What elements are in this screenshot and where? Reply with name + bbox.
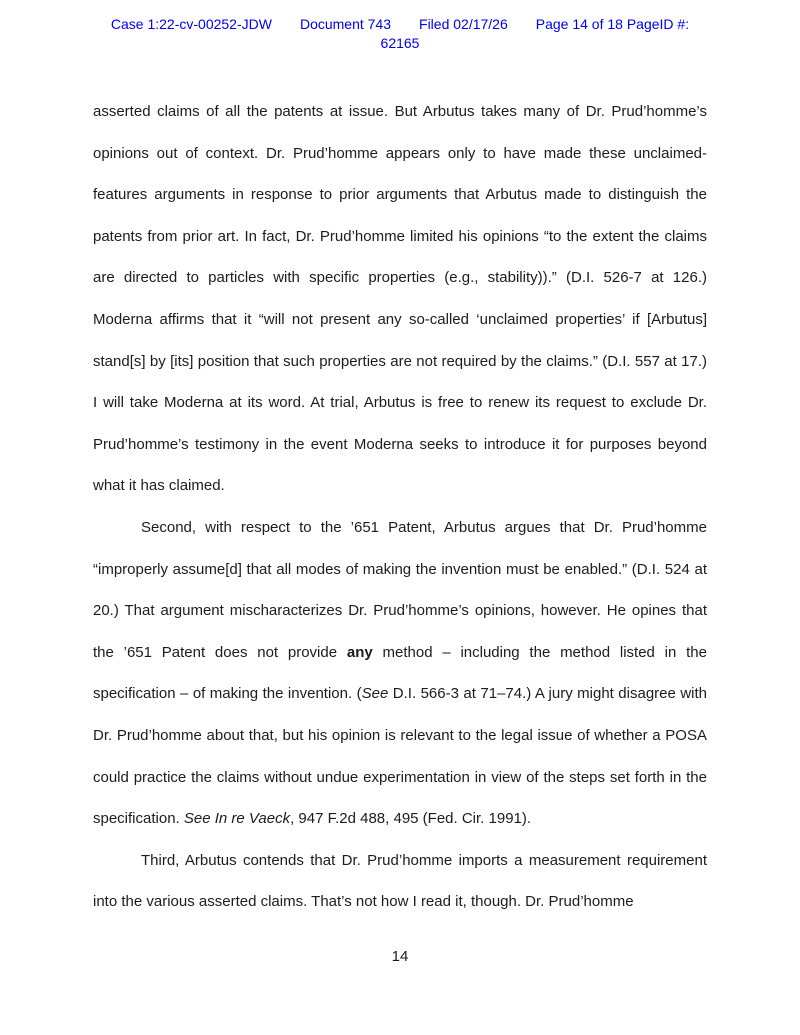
paragraph — [93, 507, 707, 840]
bold-text: any — [346, 643, 373, 661]
page-footer — [0, 948, 800, 965]
document-body — [93, 91, 707, 923]
paragraph-text: method – including the method listed in the specification – of making the invention. ( — [93, 643, 707, 703]
paragraph — [93, 91, 707, 507]
paragraph-text: , 947 F.2d 488, 495 (Fed. Cir. 1991). — [290, 810, 532, 828]
italic-citation: See — [361, 685, 389, 703]
paragraph-text: D.I. 566-3 at 71–74.) A jury might disagree with Dr. Prud’homme about that, but his opinion is relevant to the legal issue of whether a POSA could practice the claims without undue experimentation in view of the steps set forth in the specification. — [93, 685, 707, 828]
paragraph-text: Second, with respect to the ’651 Patent, Arbutus argues that Dr. Prud’homme “improperly assume[d] that all modes of making the invention must be enabled.” (D.I. 524 at 20.) That argument mischaracterizes Dr. Prud’homme’s opinions, however. He opines that the ’651 Patent does not provide — [93, 518, 707, 661]
page-number: 14 — [391, 948, 409, 965]
paragraph-text: asserted claims of all the patents at issue. But Arbutus takes many of Dr. Prud’homme’s opinions out of context. Dr. Prud’homme appears only to have made these unclaimed-features arguments in response to prior arguments that Arbutus made to distinguish the patents from prior art. In fact, Dr. Prud’homme limited his opinions “to the extent the claims are directed to particles with specific properties (e.g., stability)).” (D.I. 526-7 at 126.) Moderna affirms that it “will not present any so-called ‘unclaimed properties’ if [Arbutus] stand[s] by [its] position that such properties are not required by the claims.” (D.I. 557 at 17.) I will take Moderna at its word. At trial, Arbutus is free to renew its request to exclude Dr. Prud’homme’s testimony in the event Moderna seeks to introduce it for purposes beyond what it has claimed. — [93, 103, 707, 495]
document-number: Document 743 — [299, 16, 392, 32]
case-header-line2 — [0, 34, 800, 53]
case-header — [0, 0, 800, 53]
case-number: Case 1:22-cv-00252-JDW — [110, 16, 272, 32]
filing-date: Filed 02/17/26 — [419, 16, 508, 32]
page-info: Page 14 of 18 PageID #: — [535, 16, 690, 32]
case-header-line1 — [0, 15, 800, 34]
paragraph-text: Third, Arbutus contends that Dr. Prud’homme imports a measurement requirement into the various asserted claims. That’s not how I read it, though. Dr. Prud’homme — [93, 851, 707, 911]
italic-citation: See In re Vaeck — [183, 810, 291, 828]
page-id: 62165 — [380, 35, 420, 51]
paragraph — [93, 840, 707, 923]
